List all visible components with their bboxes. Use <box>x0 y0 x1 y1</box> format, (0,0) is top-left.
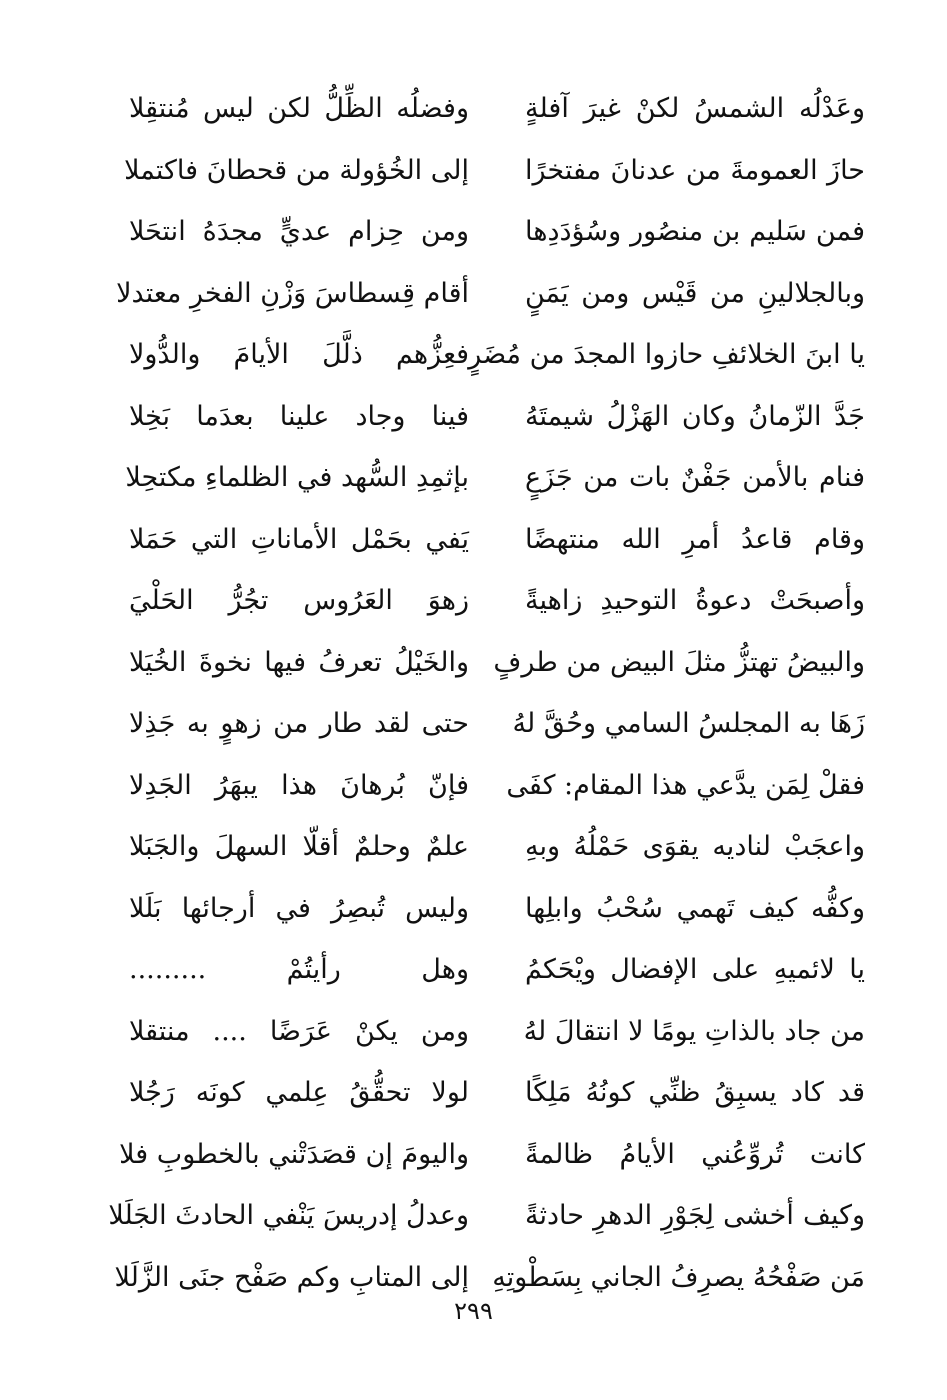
verse-first-hemistich: زَهَا به المجلسُ السامي وحُقَّ لهُ <box>512 708 865 739</box>
verse-first-hemistich: فقلْ لِمَن يدَّعي هذا المقام: كفَى <box>506 769 865 801</box>
verse-line <box>0 263 947 325</box>
verse-first-hemistich: وكيف أخشى لِجَوْرِ الدهرِ حادثةً <box>525 1200 865 1231</box>
verse-line <box>0 1001 947 1063</box>
verse-line <box>0 939 947 1001</box>
verse-line <box>0 447 947 509</box>
verse-line <box>0 386 947 448</box>
verse-second-hemistich: وفضلُه الظِّلُّ لكن ليس مُنتقِلا <box>129 93 469 124</box>
verse-second-hemistich: إلى الخُؤولة من قحطانَ فاكتملا <box>124 154 469 186</box>
verse-second-hemistich: بإثمِدِ السُّهد في الظلماءِ مكتحِلا <box>125 462 469 493</box>
verse-line <box>0 693 947 755</box>
verse-line <box>0 140 947 202</box>
verse-line <box>0 570 947 632</box>
verse-line <box>0 1185 947 1247</box>
verse-line <box>0 78 947 140</box>
verse-second-hemistich: فعِزُّهم ذلَّلَ الأيامَ والدُّولا <box>129 339 469 370</box>
verse-line <box>0 632 947 694</box>
verse-second-hemistich: إلى المتابِ وكم صَفْح جنَى الزَّلَلا <box>114 1261 469 1293</box>
verse-first-hemistich: وكفُّه كيف تَهمي سُحْبُ وابلِها <box>525 892 865 924</box>
verse-line <box>0 201 947 263</box>
verse-second-hemistich: علمٌ وحلمٌ أقلّا السهلَ والجَبَلا <box>129 831 469 862</box>
verse-first-hemistich: وأصبحَتْ دعوةُ التوحيدِ زاهيةً <box>525 585 865 616</box>
verse-first-hemistich: وعَدْلُه الشمسُ لكنْ غيرَ آفلةٍ <box>525 93 865 124</box>
verse-line <box>0 324 947 386</box>
verse-line <box>0 1062 947 1124</box>
verse-second-hemistich: لولا تحقُّقُ عِلمي كونَه رَجُلا <box>129 1077 469 1108</box>
verse-first-hemistich: وبالجلالينِ من قَيْس ومن يَمَنٍ <box>525 277 865 309</box>
verse-second-hemistich: فينا وجاد علينا بعدَما بَخِلا <box>129 400 469 432</box>
verse-first-hemistich: واعجَبْ لناديه يقوَى حَمْلُهُ وبهِ <box>525 831 865 862</box>
verse-first-hemistich: من جاد بالذاتِ يومًا لا انتقالَ لهُ <box>523 1015 865 1047</box>
verse-second-hemistich: يَفي بحَمْل الأماناتِ التي حَمَلا <box>129 523 469 555</box>
verse-line <box>0 878 947 940</box>
verse-first-hemistich: حازَ العمومةَ من عدنانَ مفتخرًا <box>525 154 865 186</box>
verse-second-hemistich: فإنّ بُرهانَ هذا يبهَرُ الجَدِلا <box>129 769 469 801</box>
verse-second-hemistich: ومن حِزام عديٍّ مجدَهُ انتحَلا <box>129 216 469 247</box>
verse-first-hemistich: قد كاد يسبِقُ ظنِّي كونُهُ مَلِكًا <box>525 1077 865 1108</box>
verse-first-hemistich: والبيضُ تهتزُّ مثلَ البيض من طرفٍ <box>493 646 865 678</box>
verse-second-hemistich: زهوَ العَرُوس تجُرُّ الحَلْيَ <box>129 585 469 616</box>
verse-second-hemistich: وليس تُبصِرُ في أرجائها بَلَلا <box>129 892 469 924</box>
verse-line <box>0 509 947 571</box>
verse-first-hemistich: يا ابنَ الخلائفِ حازوا المجدَ من مُضَرٍ <box>468 339 865 370</box>
poem-body <box>0 78 947 1308</box>
verse-line <box>0 816 947 878</box>
verse-line <box>0 755 947 817</box>
verse-first-hemistich: كانت تُروِّعُني الأيامُ ظالمةً <box>525 1138 865 1170</box>
verse-second-hemistich: ومن يكنْ عَرَضًا .... منتقلا <box>129 1015 469 1047</box>
verse-first-hemistich: فنام بالأمن جَفْنٌ بات من جَزَعٍ <box>525 462 865 493</box>
verse-first-hemistich: جَدَّ الزّمانُ وكان الهَزْلُ شيمتَهُ <box>525 400 865 432</box>
verse-first-hemistich: فمن سَليم بن منصُور وسُؤدَدِها <box>525 216 865 247</box>
verse-second-hemistich: وهل رأيتُمْ ......... <box>129 954 469 985</box>
verse-second-hemistich: وعدلُ إدريسَ يَنْفي الحادثَ الجَلَلا <box>108 1200 469 1231</box>
verse-second-hemistich: واليومَ إن قصَدَتْني بالخطوبِ فلا <box>119 1138 469 1170</box>
verse-line <box>0 1124 947 1186</box>
verse-first-hemistich: وقام قاعدُ أمرِ الله منتهضًا <box>525 523 865 555</box>
verse-first-hemistich: مَن صَفْحُهُ يصرِفُ الجاني بِسَطْوتِهِ <box>492 1261 865 1293</box>
verse-second-hemistich: حتى لقد طار من زهوٍ به جَذِلا <box>129 708 469 739</box>
verse-first-hemistich: يا لائميهِ على الإفضال ويْحَكمُ <box>525 954 865 985</box>
verse-second-hemistich: والخَيْلُ تعرفُ فيها نخوةَ الخُيَلا <box>129 646 469 678</box>
page-number: ٢٩٩ <box>454 1297 493 1325</box>
verse-second-hemistich: أقام قِسطاسَ وَزْنِ الفخرِ معتدلا <box>116 277 469 309</box>
